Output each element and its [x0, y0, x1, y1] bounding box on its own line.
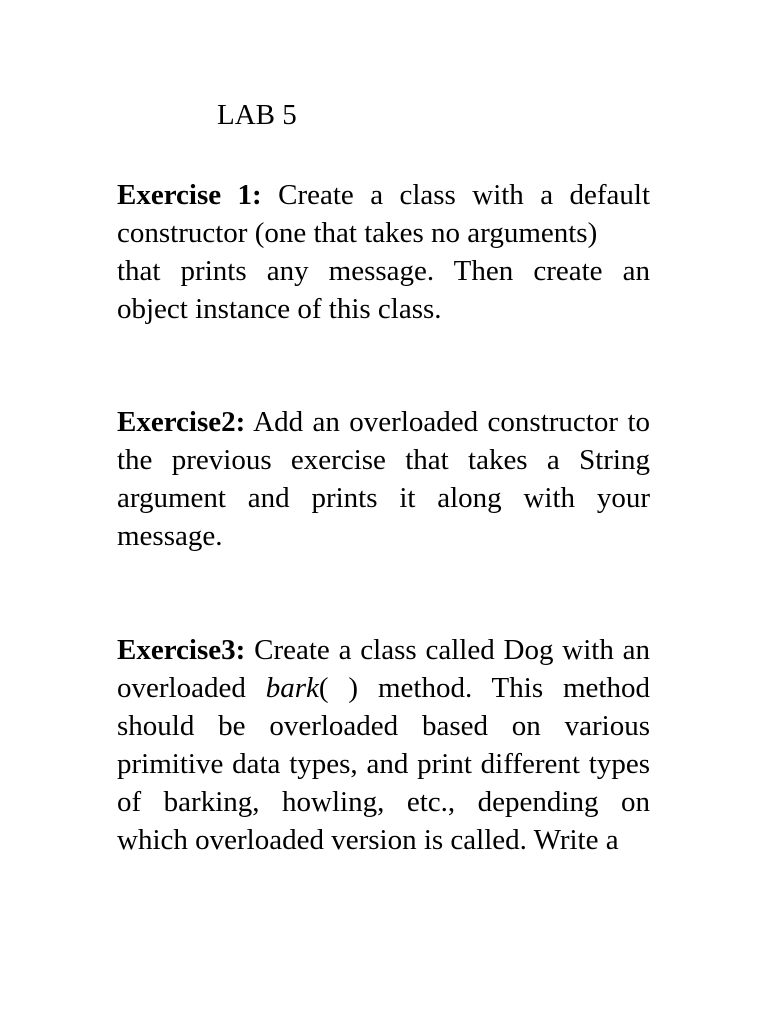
exercise-2-label: Exercise2:: [117, 406, 246, 438]
exercise-1-first-part: [117, 176, 650, 252]
exercise-3-text-before: Create a class called Dog with an overloaded: [117, 634, 650, 704]
exercise-3: [117, 631, 650, 859]
spacer: [117, 555, 650, 631]
exercise-2-text: Add an overloaded constructor to the previous exercise that takes a String argument and prints it along with your message.: [117, 406, 650, 552]
spacer: [117, 328, 650, 403]
exercise-1-text-part1: Create a class with a default constructor (one that takes no arguments): [117, 179, 651, 249]
exercise-3-method-parens: ( ): [318, 672, 359, 704]
exercise-1-text-part2: that prints any message. Then create an object instance of this class.: [117, 255, 650, 325]
exercise-1-label: Exercise 1:: [117, 179, 262, 211]
exercise-2: [117, 403, 650, 555]
exercise-1: [117, 176, 650, 328]
exercise-3-method-name: bark: [265, 672, 319, 704]
exercise-3-text-after: method. This method should be overloaded based on various primitive data types, and print different types of barking, howling, etc., depending on which overloaded version is called. Write a: [117, 672, 650, 856]
lab-title: LAB 5: [217, 99, 297, 131]
exercise-3-label: Exercise3:: [117, 634, 246, 666]
document-page: [117, 92, 650, 859]
